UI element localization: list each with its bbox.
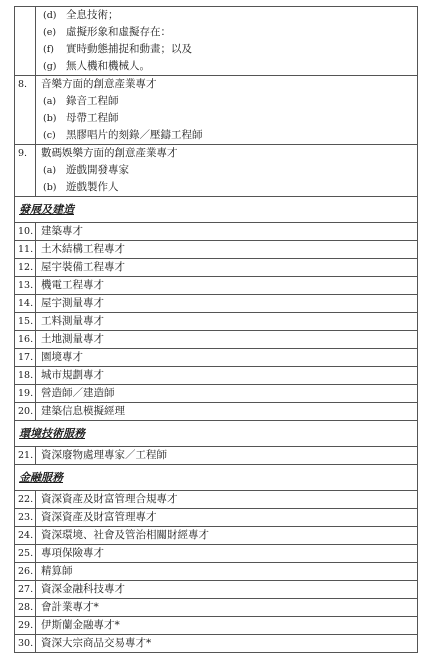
row-text: 工料測量專才: [41, 315, 104, 327]
list-item: (b) 母帶工程師: [43, 112, 119, 124]
table-row: [14, 491, 418, 509]
table-row: [14, 313, 418, 331]
row-number-cell: [15, 7, 36, 75]
list-item: (b) 遊戲製作人: [43, 181, 119, 193]
table-row: [14, 617, 418, 635]
row-number: 19.: [15, 385, 36, 402]
row-title: 音樂方面的創意產業專才: [41, 78, 157, 90]
table-row: [14, 635, 418, 653]
row-number: 22.: [15, 491, 36, 508]
table-row: [14, 581, 418, 599]
row-number: 28.: [15, 599, 36, 616]
row-number: 8.: [15, 76, 36, 144]
list-item: (d) 全息技術；: [43, 9, 119, 21]
row-text: 城市規劃專才: [41, 369, 104, 381]
list-item: (a) 遊戲開發專家: [43, 164, 129, 176]
section-heading: 發展及建造: [14, 197, 418, 223]
row-number: 15.: [15, 313, 36, 330]
row-text: 會計業專才*: [41, 601, 99, 613]
list-item: (f) 實時動態捕捉和動畫；以及: [43, 43, 192, 55]
row-text: 資深大宗商品交易專才*: [41, 637, 152, 649]
table-row: [14, 527, 418, 545]
row-text: 資深資產及財富管理專才: [41, 511, 157, 523]
table-row: [14, 349, 418, 367]
row-number: 24.: [15, 527, 36, 544]
row-number: 9.: [15, 145, 36, 196]
list-item: (a) 錄音工程師: [43, 95, 119, 107]
row-text: 資深環境、社會及管治相關財經專才: [41, 529, 209, 541]
table-row: [14, 76, 418, 145]
row-number: 23.: [15, 509, 36, 526]
row-number: 14.: [15, 295, 36, 312]
table-row: [14, 145, 418, 197]
row-title: 數碼娛樂方面的創意產業專才: [41, 147, 178, 159]
table-row: [14, 223, 418, 241]
row-text: 資深廢物處理專家／工程師: [41, 449, 167, 461]
row-number: 11.: [15, 241, 36, 258]
continuation-list: [36, 7, 417, 75]
list-item: (e) 虛擬形象和虛擬存在：: [43, 26, 171, 38]
row-number: 16.: [15, 331, 36, 348]
row-text: 專項保險專才: [41, 547, 104, 559]
table-row: [14, 331, 418, 349]
table-row: [14, 447, 418, 465]
table-row: [14, 403, 418, 421]
row-number: 27.: [15, 581, 36, 598]
table-row: [14, 509, 418, 527]
row-text: 資深資產及財富管理合規專才: [41, 493, 178, 505]
row-text: 建築信息模擬經理: [41, 405, 125, 417]
row-number: 29.: [15, 617, 36, 634]
row-text: 伊斯蘭金融專才*: [41, 619, 120, 631]
row-number: 17.: [15, 349, 36, 366]
row-text: 土木結構工程專才: [41, 243, 125, 255]
row-text: 建築專才: [41, 225, 83, 237]
table-row: [14, 385, 418, 403]
section-heading: 環境技術服務: [14, 421, 418, 447]
list-item: (g) 無人機和機械人。: [43, 60, 150, 72]
row-number: 10.: [15, 223, 36, 240]
row-text: 營造師／建造師: [41, 387, 115, 399]
list-item: (c) 黑膠唱片的刻錄／壓鑄工程師: [43, 129, 203, 141]
table-row: [14, 563, 418, 581]
row-number: 18.: [15, 367, 36, 384]
row-text: 園境專才: [41, 351, 83, 363]
row-number: 25.: [15, 545, 36, 562]
table-row: [14, 259, 418, 277]
row-number: 21.: [15, 447, 36, 464]
row-number: 13.: [15, 277, 36, 294]
row-text: 屋宇測量專才: [41, 297, 104, 309]
talent-list-table: [14, 6, 418, 653]
row-text: 土地測量專才: [41, 333, 104, 345]
row-number: 20.: [15, 403, 36, 420]
table-row: [14, 599, 418, 617]
table-row: [14, 545, 418, 563]
table-row: [14, 241, 418, 259]
table-row-continuation: [14, 6, 418, 76]
table-row: [14, 367, 418, 385]
row-number: 30.: [15, 635, 36, 652]
row-number: 12.: [15, 259, 36, 276]
row-number: 26.: [15, 563, 36, 580]
table-row: [14, 295, 418, 313]
table-row: [14, 277, 418, 295]
section-heading: 金融服務: [14, 465, 418, 491]
row-text: 機電工程專才: [41, 279, 104, 291]
row-text: 精算師: [41, 565, 73, 577]
row-text: 資深金融科技專才: [41, 583, 125, 595]
row-text: 屋宇裝備工程專才: [41, 261, 125, 273]
